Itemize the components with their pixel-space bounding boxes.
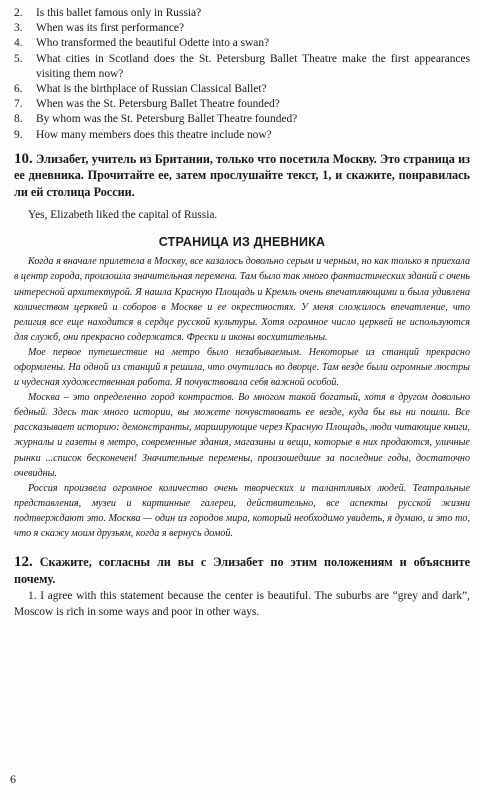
task-10-answer: Yes, Elizabeth liked the capital of Russia. bbox=[28, 209, 218, 222]
question-item: 2. Is this ballet famous only in Russia? bbox=[14, 7, 202, 19]
task-12-instruction bbox=[14, 554, 470, 587]
question-item: 3. When was its first performance? bbox=[14, 22, 185, 35]
page-number: 6 bbox=[10, 772, 16, 786]
task-text: Элизабет, учитель из Британии, только что посетила Москву. Это страница из ее дневника. Прочитайте ее, затем прослушайте текст, 1, и скажите, понравилась ли ей столица России. bbox=[14, 151, 471, 199]
diary-paragraph: Когда я вначале прилетела в Москву, все казалось довольно серым и черным, но как только я приехала в центр города, произошла значительная перемена. Там было так много фантастических зданий с очень интересной архитектурой. Я нашла Красную Площадь и Кремль очень впечатляющими и была удивлена количеством церквей и соборов в Москве и ее окрестностях. У меня сложилось впечатление, что религия все еще находится в сердце русской культуры. Хотя огромное число церквей не используются для служб, они прекрасно содержатся. Фрески и иконы восхитительны. bbox=[14, 256, 470, 343]
question-item: 6. What is the birthplace of Russian Classical Ballet? bbox=[14, 83, 267, 96]
diary-paragraph: Мое первое путешествие на метро было незабываемым. Некоторые из станций прекрасно оформлены. На одной из станций я решила, что очутилась во дворце. Там везде были огромные люстры и чудесная художественная работа. Я почувствовала себя важной особой. bbox=[14, 346, 470, 389]
diary-paragraph: Москва – это определенно город контрастов. Во многом такой богатый, хотя в другом довольно бедный. Здесь так много истории, вы можете почувствовать ее везде, куда бы вы ни пошли. Все рассказывает историю: демонстранты, марширующие через Красную Площадь, люди читающие книги, журналы и газеты в метро, современные здания, магазины и вещи, которые в них продаются, уличные рынки ...список бесконечен! Значительные перемены, произошедшие за последние годы, достаточно очевидны. bbox=[14, 392, 470, 479]
question-item: 4. Who transformed the beautiful Odette into a swan? bbox=[14, 37, 270, 50]
page-content bbox=[14, 6, 470, 621]
question-list bbox=[14, 6, 470, 143]
diary-text bbox=[14, 254, 470, 541]
task-12-answer: 1. I agree with this statement because the center is beautiful. The suburbs are “grey and dark”, Moscow is rich in some ways and poor in other ways. bbox=[14, 590, 470, 618]
question-item: 9. How many members does this theatre include now? bbox=[14, 128, 272, 141]
task-number: 10. bbox=[14, 150, 33, 167]
question-item: 5. What cities in Scotland does the St. Petersburg Ballet Theatre make the first appearances visiting them now? bbox=[14, 52, 470, 80]
task-number: 12. bbox=[14, 554, 33, 571]
task-text: Скажите, согласны ли вы с Элизабет по этим положениям и объясните почему. bbox=[14, 555, 471, 586]
diary-paragraph: Россия произвела огромное количество очень творческих и талантливых людей. Театральные представления, музеи и картинные галереи, действительно, все аспекты русской жизни подтверждают это. Москва — один из городов мира, который необходимо увидеть, я думаю, и это то, что я скажу моим друзьям, когда я вернусь домой. bbox=[14, 482, 470, 540]
question-item: 7. When was the St. Petersburg Ballet Theatre founded? bbox=[14, 98, 280, 111]
question-item: 8. By whom was the St. Petersburg Ballet Theatre founded? bbox=[14, 113, 298, 126]
diary-title: СТРАНИЦА ИЗ ДНЕВНИКА bbox=[158, 235, 326, 250]
task-10-instruction bbox=[14, 151, 470, 201]
